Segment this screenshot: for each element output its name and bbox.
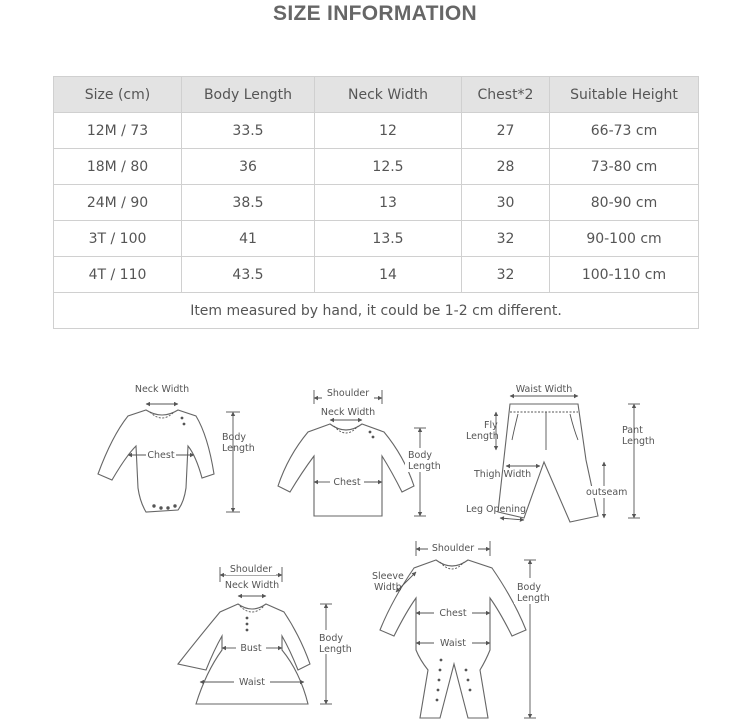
bodysuit-diagram [98,384,255,512]
romper-chest-label: Chest [439,608,467,619]
tshirt-diagram [278,388,441,516]
header-suitable-height: Suitable Height [550,77,699,113]
header-neck-width: Neck Width [315,77,462,113]
pants-waist-width-label: Waist Width [515,384,573,395]
measurement-note: Item measured by hand, it could be 1-2 cm different. [54,293,699,329]
header-body-length: Body Length [182,77,315,113]
pants-thigh-width-label: Thigh Width [474,469,532,480]
cell: 32 [462,221,550,257]
cell: 41 [182,221,315,257]
pants-pant-length-label-1: Pant [622,425,643,436]
header-chest: Chest*2 [462,77,550,113]
bodysuit-chest-label: Chest [147,450,175,461]
pants-outseam-label: outseam [586,487,628,498]
romper-sleeve-width-label-1: Sleeve [372,571,404,582]
pants-leg-opening-label: Leg Opening [466,504,527,515]
cell: 100-110 cm [550,257,699,293]
tshirt-outline [278,424,414,516]
cell: 73-80 cm [550,149,699,185]
romper-sleeve-width-label-2: Width [374,582,402,593]
cell: 12M / 73 [54,113,182,149]
tshirt-chest-label: Chest [333,477,361,488]
size-table [53,76,699,329]
bodysuit-body-length-label-2: Length [222,443,255,454]
cell: 13.5 [315,221,462,257]
cell: 13 [315,185,462,221]
cell: 43.5 [182,257,315,293]
table-row [54,221,699,257]
cell: 66-73 cm [550,113,699,149]
cell: 30 [462,185,550,221]
cell: 32 [462,257,550,293]
cell: 14 [315,257,462,293]
cell: 33.5 [182,113,315,149]
dress-outline [178,604,310,704]
bodysuit-neck-width-label: Neck Width [134,384,190,395]
dress-diagram [178,563,352,704]
pants-fly-length-label-2: Length [466,431,499,442]
cell: 12.5 [315,149,462,185]
cell: 18M / 80 [54,149,182,185]
cell: 4T / 110 [54,257,182,293]
cell: 12 [315,113,462,149]
tshirt-body-length-label-2: Length [408,461,441,472]
dress-body-length-label-2: Length [319,644,352,655]
cell: 24M / 90 [54,185,182,221]
cell: 38.5 [182,185,315,221]
table-row [54,149,699,185]
cell: 27 [462,113,550,149]
dress-body-length-label-1: Body [319,633,343,644]
cell: 28 [462,149,550,185]
pants-fly-length-label-1: Fly [484,420,498,431]
measurement-diagrams [0,360,750,723]
tshirt-body-length-label-1: Body [408,450,432,461]
romper-shoulder-label: Shoulder [431,543,475,554]
dress-shoulder-label: Shoulder [229,564,273,575]
pants-pant-length-label-2: Length [622,436,655,447]
table-row [54,113,699,149]
table-row [54,185,699,221]
table-note-row [54,293,699,329]
dress-neck-width-label: Neck Width [224,580,280,591]
dress-waist-label: Waist [239,677,265,688]
header-size: Size (cm) [54,77,182,113]
tshirt-shoulder-label: Shoulder [326,388,370,399]
bodysuit-outline [98,410,214,512]
cell: 3T / 100 [54,221,182,257]
romper-diagram [372,541,552,718]
bodysuit-body-length-label-1: Body [222,432,246,443]
romper-body-length-label-1: Body [517,582,541,593]
cell: 90-100 cm [550,221,699,257]
romper-body-length-label-2: Length [517,593,550,604]
romper-waist-label: Waist [440,638,466,649]
page-title: SIZE INFORMATION [273,2,477,25]
tshirt-neck-width-label: Neck Width [320,407,376,418]
table-header-row [54,77,699,113]
dress-bust-label: Bust [240,643,262,654]
cell: 36 [182,149,315,185]
pants-diagram [466,384,655,522]
cell: 80-90 cm [550,185,699,221]
table-row [54,257,699,293]
